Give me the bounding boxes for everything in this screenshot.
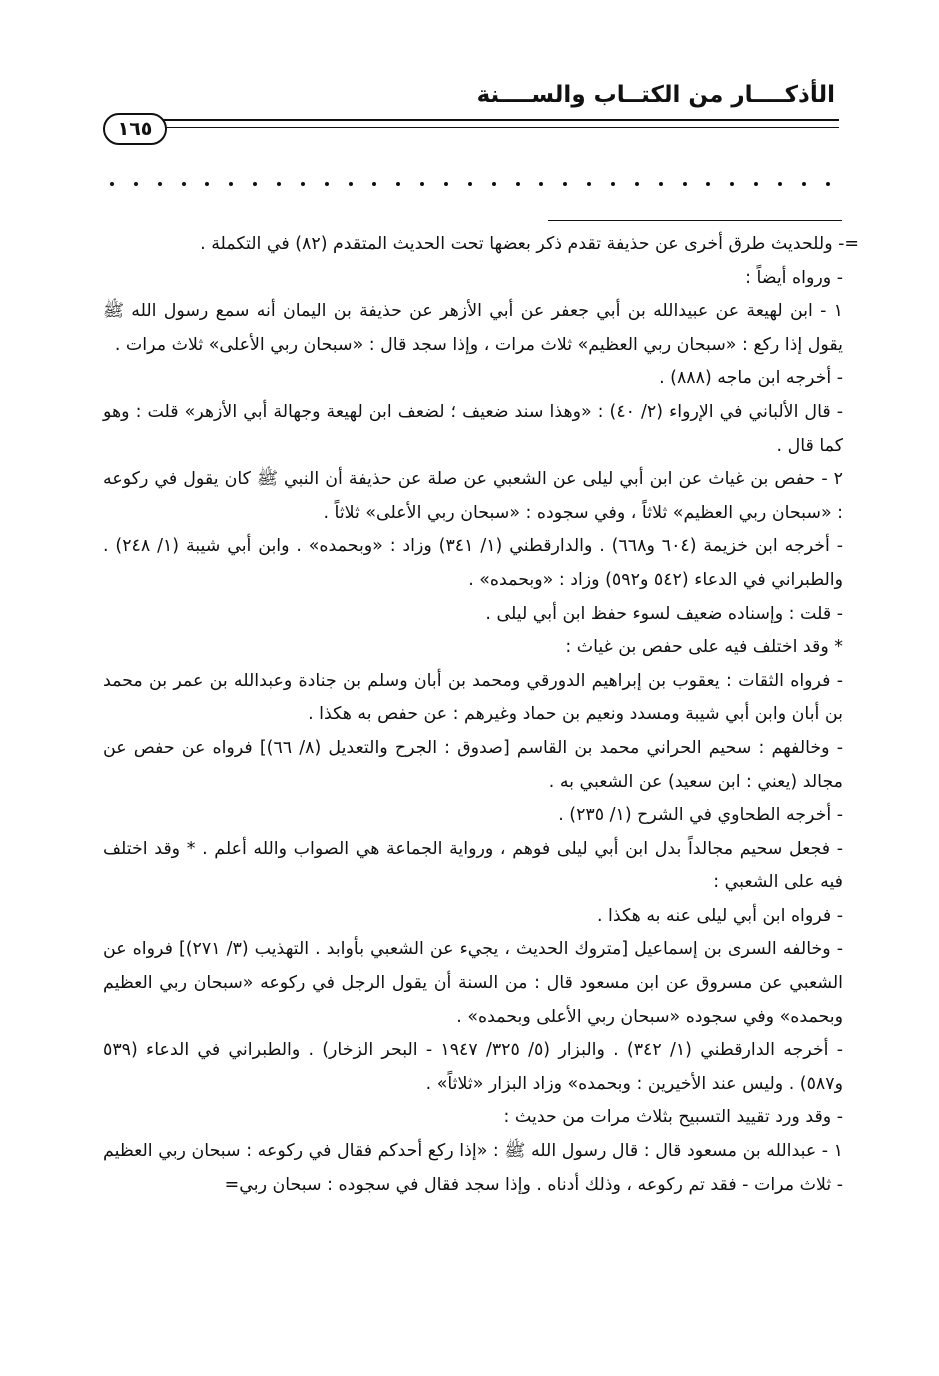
dot xyxy=(253,182,257,186)
dot xyxy=(778,182,782,186)
paragraph: - فرواه الثقات : يعقوب بن إبراهيم الدورقي ومحمد بن أبان وسلم بن جنادة وعبدالله بن عمر بن محمد بن أبان وابن أبي شيبة ومسدد ونعيم بن حماد وغيرهم : عن حفص به هكذا . xyxy=(103,670,843,725)
paragraph: - قلت : وإسناده ضعيف لسوء حفظ ابن أبي ليلى . xyxy=(485,603,843,624)
dot xyxy=(134,182,138,186)
header-rule xyxy=(160,119,839,121)
paragraph: - وخالفه السرى بن إسماعيل [متروك الحديث ، يجيء عن الشعبي بأوابد . التهذيب (٣/ ٢٧١)] فرواه عن الشعبي عن مسروق عن ابن مسعود قال : من السنة أن يقول الرجل في ركوعه «سبحان ربي العظيم وبحمده» وفي سجوده «سبحان ربي الأعلى وبحمده» . xyxy=(103,939,843,1027)
dot xyxy=(587,182,591,186)
page-number: ١٦٥ xyxy=(117,118,153,140)
footnote-continuation: =- وللحديث طرق أخرى عن حذيفة تقدم ذكر بعضها تحت الحديث المتقدم (٨٢) في التكملة . xyxy=(200,234,859,254)
paragraph: ١ - ابن لهيعة عن عبيدالله بن أبي جعفر عن أبي الأزهر عن حذيفة بن اليمان أنه سمع رسول الله ﷺ يقول إذا ركع : «سبحان ربي العظيم» ثلاث مرات ، وإذا سجد قال : «سبحان ربي الأعلى» ثلاث مرات . xyxy=(103,301,843,355)
dot xyxy=(683,182,687,186)
dot xyxy=(205,182,209,186)
paragraph: - أخرجه الطحاوي في الشرح (١/ ٢٣٥) . xyxy=(558,805,843,826)
dot xyxy=(301,182,305,186)
paragraph: - قال الألباني في الإرواء (٢/ ٤٠) : «وهذا سند ضعيف ؛ لضعف ابن لهيعة وجهالة أبي الأزهر» قلت : وهو كما قال . xyxy=(103,401,843,456)
dot xyxy=(182,182,186,186)
dot xyxy=(611,182,615,186)
dotted-separator xyxy=(110,182,830,186)
dot xyxy=(516,182,520,186)
running-title: الأذكــــار من الكتــاب والســــنة xyxy=(476,82,835,108)
dot xyxy=(635,182,639,186)
footnote-rule xyxy=(548,220,842,221)
paragraph: * وقد اختلف فيه على حفص بن غياث : xyxy=(565,637,843,658)
paragraph: - وقد ورد تقييد التسبيح بثلاث مرات من حديث : xyxy=(503,1107,843,1128)
dot xyxy=(349,182,353,186)
dot xyxy=(802,182,806,186)
dot xyxy=(420,182,424,186)
footnote-body xyxy=(103,228,859,1202)
header-rule-thin xyxy=(160,127,839,128)
paragraph: - أخرجه الدارقطني (١/ ٣٤٢) . والبزار (٥/ ٣٢٥/ ١٩٤٧ - البحر الزخار) . والطبراني في الدعاء (٥٣٩ و٥٨٧) . وليس عند الأخيرين : وبحمده» وزاد البزار «ثلاثاً» . xyxy=(103,1040,843,1094)
dot xyxy=(492,182,496,186)
dot xyxy=(229,182,233,186)
dot xyxy=(730,182,734,186)
dot xyxy=(110,182,114,186)
paragraph: - أخرجه ابن ماجه (٨٨٨) . xyxy=(659,368,843,389)
dot xyxy=(826,182,830,186)
dot xyxy=(539,182,543,186)
dot xyxy=(444,182,448,186)
paragraph: - فرواه ابن أبي ليلى عنه به هكذا . xyxy=(597,905,843,926)
paragraph: - أخرجه ابن خزيمة (٦٠٤ و٦٦٨) . والدارقطني (١/ ٣٤١) وزاد : «وبحمده» . وابن أبي شيبة (١/ ٢٤٨) . والطبراني في الدعاء (٥٤٢ و٥٩٢) وزاد : «وبحمده» . xyxy=(103,536,844,590)
dot xyxy=(372,182,376,186)
dot xyxy=(396,182,400,186)
dot xyxy=(754,182,758,186)
dot xyxy=(325,182,329,186)
paragraph: - وخالفهم : سحيم الحراني محمد بن القاسم [صدوق : الجرح والتعديل (٨/ ٦٦)] فرواه عن حفص عن مجالد (يعني : ابن سعيد) عن الشعبي به . xyxy=(103,737,843,792)
dot xyxy=(659,182,663,186)
paragraph: ٢ - حفص بن غياث عن ابن أبي ليلى عن الشعبي عن صلة عن حذيفة أن النبي ﷺ كان يقول في ركوعه : «سبحان ربي العظيم» ثلاثاً ، وفي سجوده : «سبحان ربي الأعلى» ثلاثاً . xyxy=(103,469,843,523)
page-number-frame xyxy=(103,113,167,145)
dot xyxy=(706,182,710,186)
dot xyxy=(277,182,281,186)
dot xyxy=(563,182,567,186)
paragraph: - ورواه أيضاً : xyxy=(745,267,843,288)
dot xyxy=(158,182,162,186)
dot xyxy=(468,182,472,186)
paragraph: - فجعل سحيم مجالداً بدل ابن أبي ليلى فوهم ، ورواية الجماعة هي الصواب والله أعلم . * وقد اختلف فيه على الشعبي : xyxy=(103,838,843,893)
paragraph: ١ - عبدالله بن مسعود قال : قال رسول الله ﷺ : «إذا ركع أحدكم فقال في ركوعه : سبحان ربي العظيم - ثلاث مرات - فقد تم ركوعه ، وذلك أدناه . وإذا سجد فقال في سجوده : سبحان ربي= xyxy=(103,1141,843,1195)
